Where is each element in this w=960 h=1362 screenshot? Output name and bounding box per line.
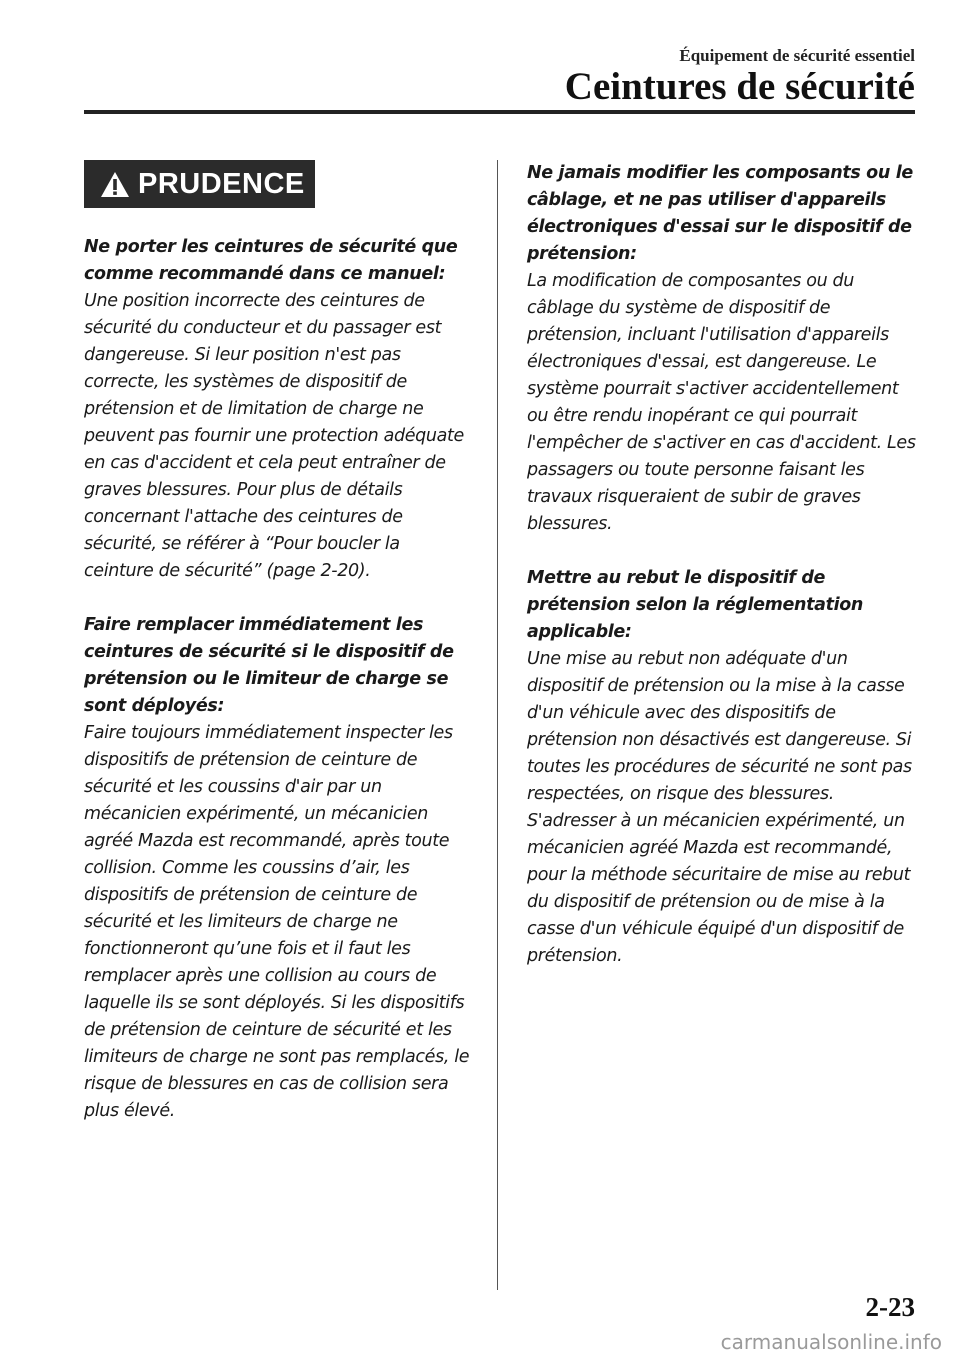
warning-paragraph [527,160,922,538]
paragraph-body: Une position incorrecte des ceintures de sécurité du conducteur et du passager est dangereuse. Si leur position n'est pas correcte, les systèmes de dispositif de prétension et de limitation de charge ne peuvent pas fournir une protection adéquate en cas d'accident et cela peut entraîner de graves blessures. Pour plus de détails concernant l'attache des ceintures de sécurité, se référer à “Pour boucler la ceinture de sécurité” (page 2-20). [84,291,464,581]
paragraph-heading: Ne jamais modifier les composants ou le câblage, et ne pas utiliser d'appareils électroniques d'essai sur le dispositif de prétension: [527,163,913,264]
paragraph-heading: Faire remplacer immédiatement les ceintures de sécurité si le dispositif de prétension ou le limiteur de charge se sont déployés: [84,615,454,716]
paragraph-heading: Mettre au rebut le dispositif de prétension selon la réglementation applicable: [527,568,864,642]
caution-badge [84,160,315,208]
paragraph-body: Faire toujours immédiatement inspecter les dispositifs de prétension de ceinture de sécurité et les coussins d'air par un mécanicien expérimenté, un mécanicien agréé Mazda est recommandé, après toute collision. Comme les coussins d’air, les dispositifs de prétension de ceinture de sécurité et les limiteurs de charge ne fonctionneront qu’une fois et il faut les remplacer après une collision au cours de laquelle ils se sont déployés. Si les dispositifs de prétension de ceinture de sécurité et les limiteurs de charge ne sont pas remplacés, le risque de blessures en cas de collision sera plus élevé. [84,723,470,1121]
warning-paragraph [527,565,922,970]
page-number: 2-23 [865,1292,915,1322]
caution-label: PRUDENCE [138,168,305,200]
watermark: carmanualsonline.info [720,1330,942,1354]
section-title: Équipement de sécurité essentiel [679,46,915,65]
header-divider [84,110,915,114]
paragraph-body: Une mise au rebut non adéquate d'un dispositif de prétension ou la mise à la casse d'un véhicule avec des dispositifs de prétension non désactivés est dangereuse. Si toutes les procédures de sécurité ne sont pas respectées, on risque des blessures. S'adresser à un mécanicien expérimenté, un mécanicien agréé Mazda est recommandé, pour la méthode sécuritaire de mise au rebut du dispositif de prétension ou de mise à la casse d'un véhicule équipé d'un dispositif de prétension. [527,649,912,966]
paragraph-heading: Ne porter les ceintures de sécurité que comme recommandé dans ce manuel: [84,237,458,284]
page-title: Ceintures de sécurité [564,65,915,108]
paragraph-body: La modification de composantes ou du câblage du système de dispositif de prétension, incluant l'utilisation d'appareils électroniques d'essai, est dangereuse. Le système pourrait s'activer accidentellement ou être rendu inopérant ce qui pourrait l'empêcher de s'activer en cas d'accident. Les passagers ou toute personne faisant les travaux risqueraient de subir de graves blessures. [527,271,916,534]
right-column [527,160,922,997]
column-divider [497,160,498,1290]
warning-triangle-icon [100,170,130,198]
left-column [84,160,474,1152]
warning-paragraph [84,234,474,585]
warning-paragraph [84,612,474,1125]
